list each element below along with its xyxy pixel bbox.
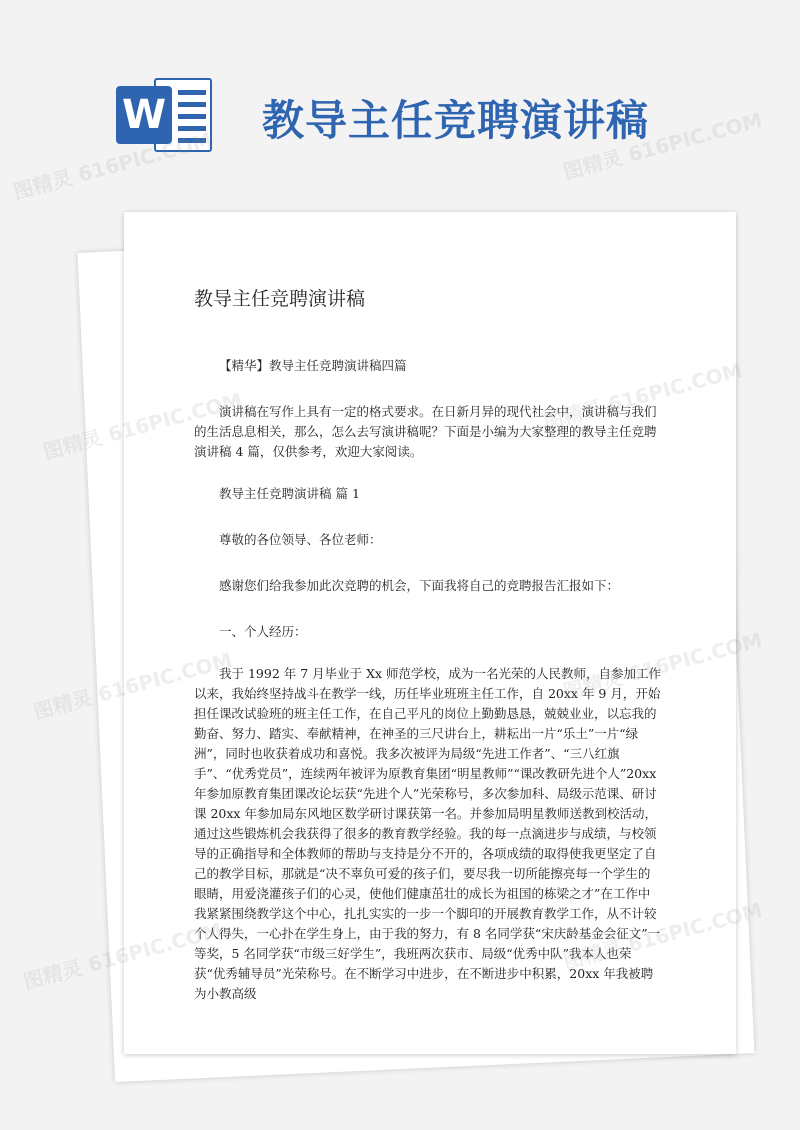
watermark: 图精灵 bbox=[30, 685, 95, 725]
word-logo-letter: W bbox=[116, 86, 172, 144]
watermark: 图精灵 616PIC.COM bbox=[560, 107, 765, 185]
document-subtitle: 【精华】教导主任竞聘演讲稿四篇 bbox=[219, 358, 407, 373]
body-paragraph: 我于 1992 年 7 月毕业于 Xx 师范学校，成为一名光荣的人民教师，自参加工作以来，我始终坚持战斗在教学一线，历任毕业班班主任工作，自 20xx 年 9 月，开始担任课改试验班的班主任工作，在自己平凡的岗位上勤勤恳恳，兢兢业业，以忘我的勤奋、努力、踏实、奉献精神，在神圣的三尺讲台上，耕耘出一片“乐土”一片“绿洲”，同时也收获着成功和喜悦。我多次被评为局级“先进工作者”、“三八红旗手”、“优秀党员”，连续两年被评为原教育集团“明星教师”“课改教研先进个人”20xx 年参加原教育集团课改论坛获“先进个人”光荣称号，多次参加科、局级示范课、研讨课 20xx 年参加局东风地区数学研讨课获第一名。并参加局明星教师送教到校活动，通过这些锻炼机会我获得了很多的教育教学经验。我的每一点滴进步与成绩，与校领导的正确指导和全体教师的帮助与支持是分不开的，各项成绩的取得使我更坚定了自己的教学目标，那就是“决不辜负可爱的孩子们，要尽我一切所能擦亮每一个学生的眼睛，用爱浇灌孩子们的心灵，使他们健康茁壮的成长为祖国的栋梁之才”在工作中我紧紧围绕教学这个中心，扎扎实实的一步一个脚印的开展教育教学工作，从不计较个人得失，一心扑在学生身上，由于我的努力，有 8 名同学获“宋庆龄基金会征文”一等奖，5 名同学获“市级三好学生”，我班两次获市、局级“优秀中队”我本人也荣获“优秀辅导员”光荣称号。在不断学习中进步，在不断进步中积累，20xx 年我被聘为小教高级 bbox=[194, 666, 662, 1001]
intro-paragraph: 演讲稿在写作上具有一定的格式要求。在日新月异的现代社会中，演讲稿与我们的生活息息相关，那么，怎么去写演讲稿呢？下面是小编为大家整理的教导主任竞聘演讲稿 4 篇，仅供参考，欢迎大家阅读。 bbox=[194, 404, 657, 459]
section-title: 教导主任竞聘演讲稿 篇 1 bbox=[219, 486, 360, 501]
banner bbox=[0, 0, 800, 200]
word-document-icon bbox=[116, 72, 216, 158]
heading-personal-experience: 一、个人经历： bbox=[219, 624, 307, 639]
greeting: 尊敬的各位领导、各位老师： bbox=[219, 532, 382, 547]
watermark: 图精灵 bbox=[20, 955, 85, 995]
document-title: 教导主任竞聘演讲稿 bbox=[194, 288, 366, 310]
document-page bbox=[124, 212, 736, 1054]
watermark: 图精灵 bbox=[40, 425, 105, 465]
banner-title: 教导主任竞聘演讲稿 bbox=[262, 96, 650, 145]
watermark: 图精灵 616PIC.COM bbox=[10, 127, 215, 205]
thanks-paragraph: 感谢您们给我参加此次竞聘的机会，下面我将自己的竞聘报告汇报如下： bbox=[219, 578, 620, 593]
